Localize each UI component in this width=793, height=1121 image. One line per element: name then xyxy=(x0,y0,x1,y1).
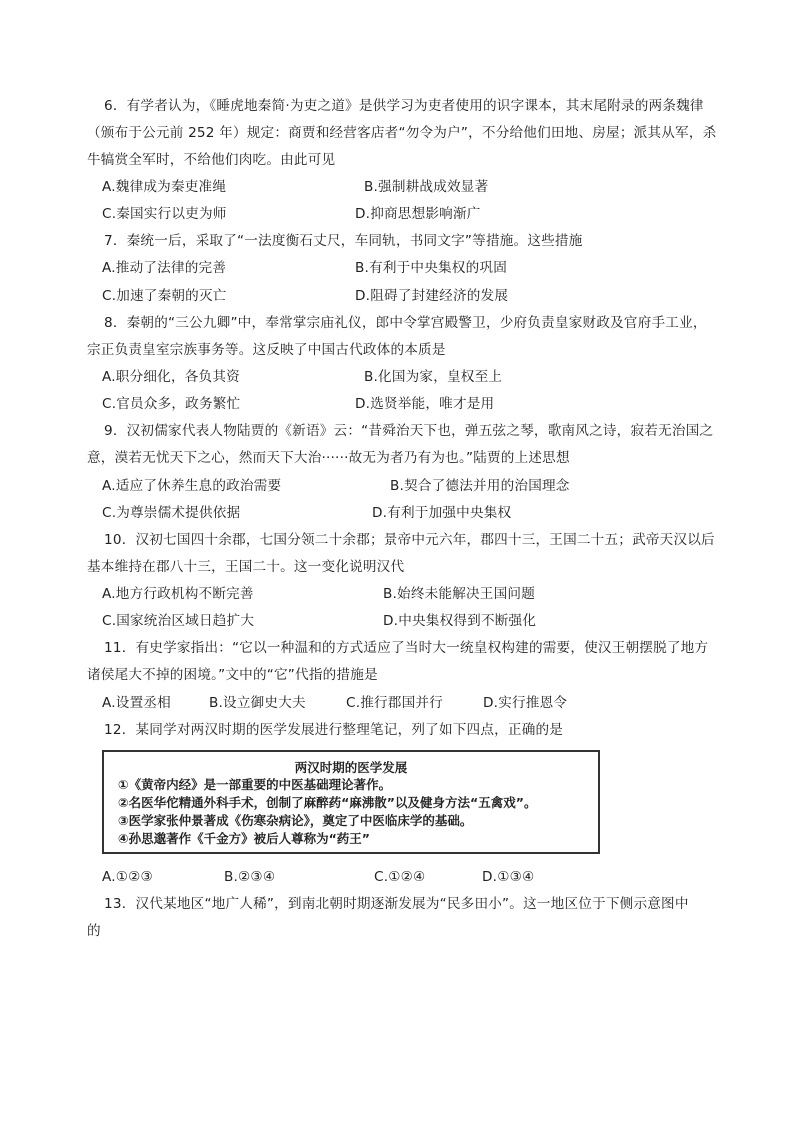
q10-stem-line-1: 10．汉初七国四十余郡，七国分领二十余郡；景帝中元六年，郡四十三，王国二十五；武帝天汉以后 xyxy=(104,532,715,548)
q13-stem-line-2: 的 xyxy=(87,923,101,939)
q12-notes-item-4: ④孙思邈著作《千金方》被后人尊称为“药王” xyxy=(118,831,371,846)
q11-stem-line-1: 11．有史学家指出：“它以一种温和的方式适应了当时大一统皇权构建的需要，使汉王朝摆脱了地方 xyxy=(104,640,709,656)
q8-option-b: B.化国为家，皇权至上 xyxy=(364,369,503,385)
q6-stem-line-1: 6．有学者认为，《睡虎地秦简·为吏之道》是供学习为吏者使用的识字课本，其末尾附录的两条魏律 xyxy=(104,98,704,114)
q11-stem-line-2: 诸侯尾大不掉的困境。”文中的“它”代指的措施是 xyxy=(87,667,378,683)
q7-option-c: C.加速了秦朝的灭亡 xyxy=(102,288,227,304)
q11-option-a: A.设置丞相 xyxy=(102,695,171,711)
q7-option-b: B.有利于中央集权的巩固 xyxy=(355,260,507,276)
q8-option-d: D.选贤举能，唯才是用 xyxy=(355,396,495,412)
q10-option-a: A.地方行政机构不断完善 xyxy=(102,586,254,602)
q8-option-c: C.官员众多，政务繁忙 xyxy=(102,396,241,412)
q8-stem-line-2: 宗正负责皇室宗族事务等。这反映了中国古代政体的本质是 xyxy=(87,342,446,358)
q8-option-a: A.职分细化，各负其资 xyxy=(102,369,240,385)
q12-option-d: D.①③④ xyxy=(482,869,535,885)
q11-option-b: B.设立御史大夫 xyxy=(209,695,306,711)
q7-stem-line-1: 7．秦统一后，采取了“一法度衡石丈尺，车同轨，书同文字”等措施。这些措施 xyxy=(104,233,583,249)
q12-notes-title: 两汉时期的医学发展 xyxy=(294,760,408,775)
q12-notes-item-1: ①《黄帝内经》是一部重要的中医基础理论著作。 xyxy=(118,777,392,792)
q7-option-d: D.阻碍了封建经济的发展 xyxy=(355,288,509,304)
q12-notes-item-2: ②名医华佗精通外科手术，创制了麻醉药“麻沸散”以及健身方法“五禽戏”。 xyxy=(118,795,537,810)
q12-notes-box xyxy=(102,750,600,854)
q6-option-b: B.强制耕战成效显著 xyxy=(364,179,489,195)
q11-option-c: C.推行郡国并行 xyxy=(346,695,443,711)
q6-option-c: C.秦国实行以吏为师 xyxy=(102,206,227,222)
q6-option-a: A.魏律成为秦吏准绳 xyxy=(102,179,227,195)
q6-option-d: D.抑商思想影响渐广 xyxy=(355,206,481,222)
q12-notes-item-3: ③医学家张仲景著成《伤寒杂病论》，奠定了中医临床学的基础。 xyxy=(118,813,473,828)
q11-option-d: D.实行推恩令 xyxy=(483,695,568,711)
q7-option-a: A.推动了法律的完善 xyxy=(102,260,227,276)
q12-option-b: B.②③④ xyxy=(224,869,276,885)
q6-stem-line-2: （颁布于公元前 252 年）规定：商贾和经营客店者“勿令为户”，不分给他们田地、房屋；派其从军，杀 xyxy=(87,125,717,141)
q13-stem-line-1: 13．汉代某地区“地广人稀”，到南北朝时期逐渐发展为“民多田小”。这一地区位于下侧示意图中 xyxy=(104,896,689,912)
q12-option-a: A.①②③ xyxy=(102,869,153,885)
q9-stem-line-1: 9．汉初儒家代表人物陆贾的《新语》云：“昔舜治天下也，弹五弦之琴，歌南风之诗，寂若无治国之 xyxy=(104,423,714,439)
q9-stem-line-2: 意，漠若无忧天下之心，然而天下大治······故无为者乃有为也。”陆贾的上述思想 xyxy=(87,450,570,466)
q12-stem-line-1: 12．某同学对两汉时期的医学发展进行整理笔记，列了如下四点，正确的是 xyxy=(104,722,564,738)
q8-stem-line-1: 8．秦朝的“三公九卿”中，奉常掌宗庙礼仪，郎中令掌宫殿警卫，少府负责皇家财政及官府手工业， xyxy=(104,315,707,331)
q10-option-d: D.中央集权得到不断强化 xyxy=(383,613,537,629)
q9-option-c: C.为尊崇儒术提供依据 xyxy=(102,505,241,521)
q9-option-b: B.契合了德法并用的治国理念 xyxy=(390,478,570,494)
q10-stem-line-2: 基本维持在郡八十三，王国二十。这一变化说明汉代 xyxy=(87,559,405,575)
q6-stem-line-3: 牛犒赏全军时，不给他们肉吃。由此可见 xyxy=(87,152,336,168)
q9-option-a: A.适应了休养生息的政治需要 xyxy=(102,478,282,494)
q12-option-c: C.①②④ xyxy=(374,869,426,885)
q9-option-d: D.有利于加强中央集权 xyxy=(372,505,512,521)
q10-option-b: B.始终未能解决王国问题 xyxy=(383,586,535,602)
q10-option-c: C.国家统治区域日趋扩大 xyxy=(102,613,255,629)
